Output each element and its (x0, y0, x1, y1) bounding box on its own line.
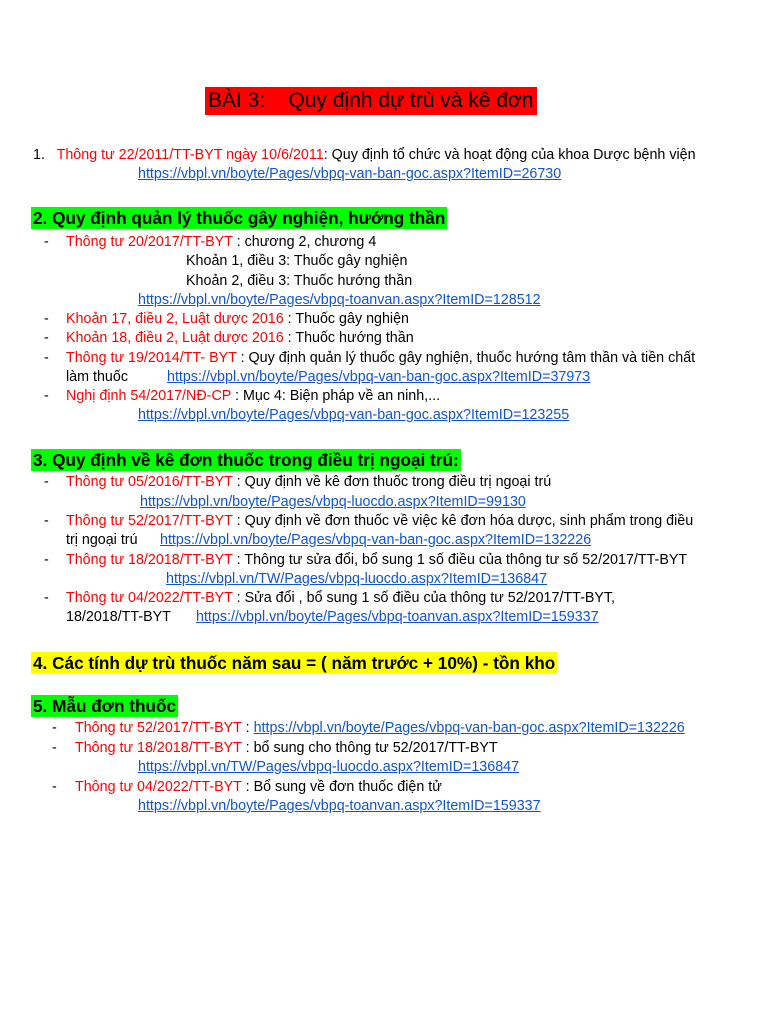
s3-i4-reference: Thông tư 04/2022/TT-BYT (66, 590, 233, 606)
bullet-dash: - (52, 740, 57, 756)
s1-description: : Quy định tổ chức và hoạt động của khoa Dược bệnh viện (323, 147, 696, 163)
s2-i1-reference: Thông tư 20/2017/TT-BYT (66, 234, 233, 250)
s5-i3-link[interactable]: https://vbpl.vn/boyte/Pages/vbpq-toanvan.aspx?ItemID=159337 (138, 798, 541, 814)
s2-item-1 (66, 233, 376, 251)
s2-i3-description: : Thuốc hướng thần (283, 330, 414, 346)
s2-i1-link[interactable]: https://vbpl.vn/boyte/Pages/vbpq-toanvan.aspx?ItemID=128512 (138, 292, 541, 308)
s2-item-3 (66, 329, 414, 347)
s2-i2-reference: Khoản 17, điều 2, Luật dược 2016 (66, 311, 284, 327)
s5-i2-link[interactable]: https://vbpl.vn/TW/Pages/vbpq-luocdo.aspx?ItemID=136847 (138, 759, 520, 775)
s2-i4-reference: Thông tư 19/2014/TT- BYT (66, 350, 237, 366)
bullet-dash: - (52, 720, 57, 736)
s2-item-5 (66, 387, 440, 405)
s3-item-4 (66, 589, 615, 607)
s2-i4-link[interactable]: https://vbpl.vn/boyte/Pages/vbpq-van-ban-goc.aspx?ItemID=37973 (167, 369, 591, 385)
s1-reference: Thông tư 22/2011/TT-BYT ngày 10/6/2011 (56, 147, 324, 163)
s1-item (33, 146, 696, 164)
s3-i2-description-cont: trị ngoại trú (66, 532, 138, 548)
s2-i4-description-cont: làm thuốc (66, 369, 128, 385)
s5-i1-reference: Thông tư 52/2017/TT-BYT (75, 720, 242, 736)
s1-link[interactable]: https://vbpl.vn/boyte/Pages/vbpq-van-ban-goc.aspx?ItemID=26730 (138, 166, 562, 182)
s5-i1-link[interactable]: https://vbpl.vn/boyte/Pages/vbpq-van-ban-goc.aspx?ItemID=132226 (253, 720, 685, 736)
s5-item-1 (75, 719, 685, 737)
s3-heading: 3. Quy định về kê đơn thuốc trong điều trị ngoại trú: (33, 450, 459, 470)
s3-i1-link[interactable]: https://vbpl.vn/boyte/Pages/vbpq-luocdo.aspx?ItemID=99130 (140, 494, 526, 510)
s3-item-1 (66, 473, 551, 491)
s5-heading: 5. Mẫu đơn thuốc (33, 696, 177, 716)
bullet-dash: - (44, 513, 49, 529)
s5-i3-reference: Thông tư 04/2022/TT-BYT (75, 779, 242, 795)
s3-i2-link[interactable]: https://vbpl.vn/boyte/Pages/vbpq-van-ban-goc.aspx?ItemID=132226 (160, 532, 592, 548)
s2-heading: 2. Quy định quản lý thuốc gây nghiện, hướng thần (33, 208, 446, 228)
s3-i4-description: : Sửa đổi , bổ sung 1 số điều của thông tư 52/2017/TT-BYT, (232, 590, 616, 606)
s5-item-2 (75, 739, 498, 757)
s3-i1-description: : Quy định về kê đơn thuốc trong điều trị ngoại trú (232, 474, 552, 490)
bullet-dash: - (44, 474, 49, 490)
s2-i5-link[interactable]: https://vbpl.vn/boyte/Pages/vbpq-van-ban-goc.aspx?ItemID=123255 (138, 407, 570, 423)
s2-i4-description: : Quy định quản lý thuốc gây nghiện, thuốc hướng tâm thần và tiền chất (236, 350, 696, 366)
s2-i5-description: : Mục 4: Biện pháp về an ninh,... (231, 388, 441, 404)
bullet-dash: - (44, 590, 49, 606)
s4-heading: 4. Các tính dự trù thuốc năm sau = ( năm trước + 10%) - tồn kho (33, 653, 556, 673)
list-number: 1. (33, 147, 45, 163)
bullet-dash: - (44, 350, 49, 366)
s3-i1-reference: Thông tư 05/2016/TT-BYT (66, 474, 233, 490)
s2-i1-sub2: Khoản 2, điều 3: Thuốc hướng thần (186, 273, 413, 289)
s3-i3-reference: Thông tư 18/2018/TT-BYT (66, 552, 233, 568)
s3-i3-description: : Thông tư sửa đổi, bổ sung 1 số điều của thông tư số 52/2017/TT-BYT (232, 552, 688, 568)
bullet-dash: - (44, 234, 49, 250)
s2-i5-reference: Nghị định 54/2017/NĐ-CP (66, 388, 232, 404)
s3-item-2 (66, 512, 693, 530)
s3-item-3 (66, 551, 687, 569)
s3-i4-link[interactable]: https://vbpl.vn/boyte/Pages/vbpq-toanvan.aspx?ItemID=159337 (196, 609, 599, 625)
bullet-dash: - (44, 552, 49, 568)
s3-i2-description: : Quy định về đơn thuốc về việc kê đơn hóa dược, sinh phẩm trong điều (232, 513, 694, 529)
s5-item-3 (75, 778, 442, 796)
s2-i3-reference: Khoản 18, điều 2, Luật dược 2016 (66, 330, 284, 346)
bullet-dash: - (44, 388, 49, 404)
bullet-dash: - (44, 330, 49, 346)
s3-i4-description-cont: 18/2018/TT-BYT (66, 609, 171, 625)
page-title: BÀI 3: Quy định dự trù và kê đơn (205, 87, 537, 115)
s2-i2-description: : Thuốc gây nghiện (283, 311, 410, 327)
s5-i1-separator: : (241, 720, 254, 736)
s5-i3-description: : Bổ sung về đơn thuốc điện tử (241, 779, 442, 795)
s5-i2-description: : bổ sung cho thông tư 52/2017/TT-BYT (241, 740, 498, 756)
s2-item-4 (66, 349, 695, 367)
s2-i1-description: : chương 2, chương 4 (232, 234, 377, 250)
s2-item-2 (66, 310, 409, 328)
bullet-dash: - (52, 779, 57, 795)
s3-i2-reference: Thông tư 52/2017/TT-BYT (66, 513, 233, 529)
bullet-dash: - (44, 311, 49, 327)
s3-i3-link[interactable]: https://vbpl.vn/TW/Pages/vbpq-luocdo.aspx?ItemID=136847 (166, 571, 548, 587)
s2-i1-sub1: Khoản 1, điều 3: Thuốc gây nghiện (186, 253, 408, 269)
s5-i2-reference: Thông tư 18/2018/TT-BYT (75, 740, 242, 756)
